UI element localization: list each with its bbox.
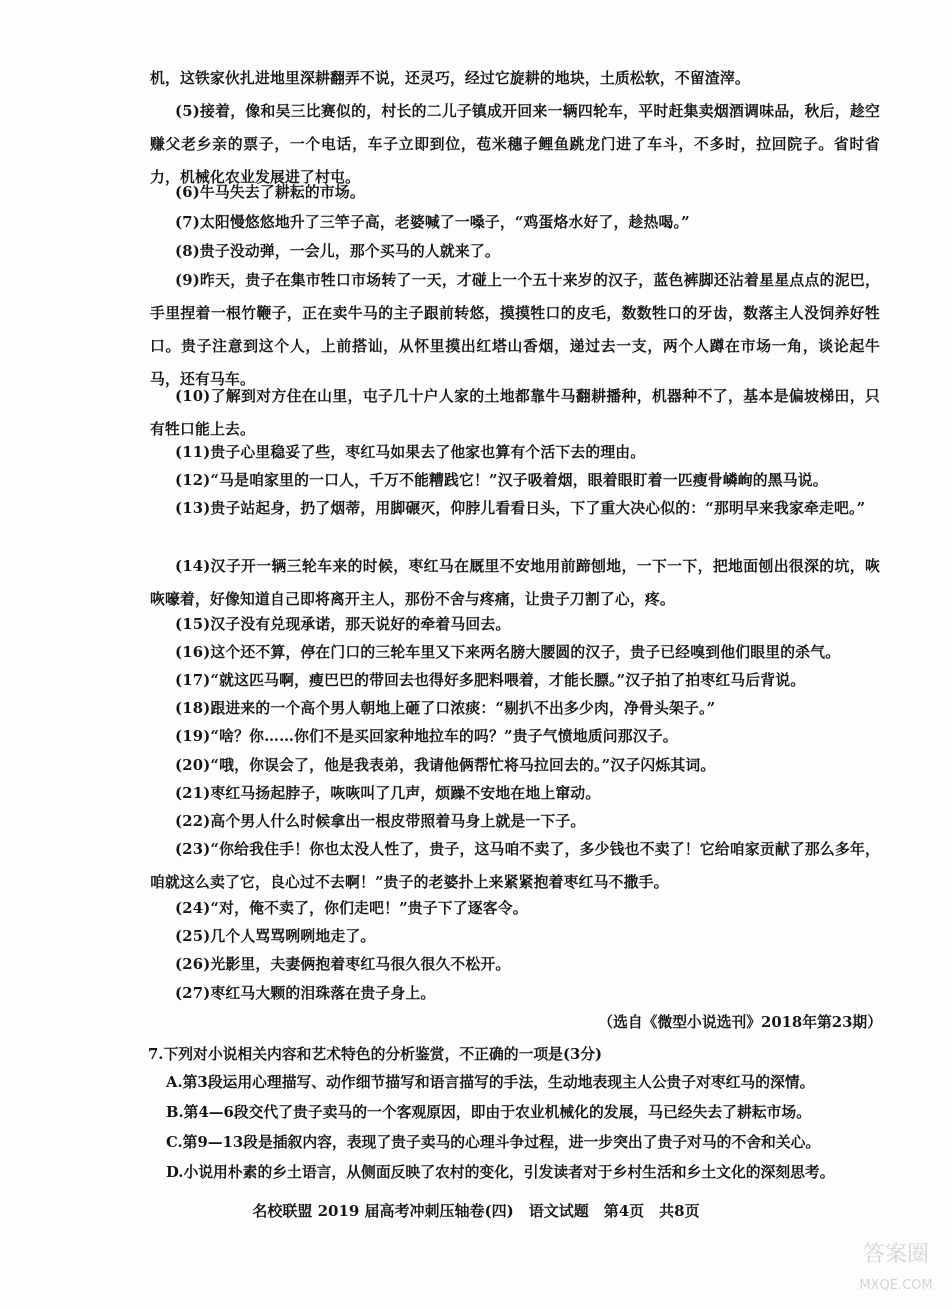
paragraph-12: (12)“马是咱家里的一口人，千万不能糟践它！”汉子吸着烟，眼着眼盯着一匹瘦骨嶙峋的黑马说。 xyxy=(175,472,828,489)
paragraph-20: (20)“哦，你误会了，他是我表弟，我请他俩帮忙将马拉回去的。”汉子闪烁其词。 xyxy=(175,757,716,774)
paragraph-24: (24)“对，俺不卖了，你们走吧！”贵子下了逐客令。 xyxy=(175,900,528,917)
watermark-text-2: MXQE.COM xyxy=(859,1278,933,1293)
paragraph-27: (27)枣红马大颗的泪珠落在贵子身上。 xyxy=(175,985,436,1002)
paragraph-14: (14)汉子开一辆三轮车来的时候，枣红马在厩里不安地用前蹄刨地，一下一下，把地面刨出很深的坑，咴咴嚎着，好像知道自己即将离开主人，那份不舍与疼痛，让贵子刀割了心，疼。 xyxy=(150,558,880,608)
option-c: C.第9—13段是插叙内容，表现了贵子卖马的心理斗争过程，进一步突出了贵子对马的不舍和关心。 xyxy=(166,1134,821,1151)
watermark-text-1: 答案圈 xyxy=(862,1242,930,1267)
paragraph-7: (7)太阳慢悠悠地升了三竿子高，老婆喊了一嗓子，“鸡蛋烙水好了，趁热喝。” xyxy=(175,214,690,231)
paragraph-9: (9)昨天，贵子在集市牲口市场转了一天，才碰上一个五十来岁的汉子，蓝色裤脚还沾着星星点点的泥巴，手里捏着一根竹鞭子，正在卖牛马的主子跟前转悠，摸摸牲口的皮毛，数数牲口的牙齿，数落主人没饲养好牲口。贵子注意到这个人，上前搭讪，从怀里摸出红塔山香烟，递过去一支，两个人蹲在市场一角，谈论起牛马，还有马车。 xyxy=(150,272,880,388)
paragraph-6: (6)牛马失去了耕耘的市场。 xyxy=(175,184,365,201)
paragraph-10: (10)了解到对方住在山里，屯子几十户人家的土地都靠牛马翻耕播种，机器种不了，基本是偏坡梯田，只有牲口能上去。 xyxy=(150,388,880,438)
paragraph-25: (25)几个人骂骂咧咧地走了。 xyxy=(175,928,376,945)
paragraph-18: (18)跟进来的一个高个男人朝地上砸了口浓痰：“剔扒不出多少肉，净骨头架子。” xyxy=(175,700,716,717)
paragraph-23: (23)“你给我住手！你也太没人性了，贵子，这马咱不卖了，多少钱也不卖了！它给咱家贡献了那么多年，咱就这么卖了它，良心过不去啊！”贵子的老婆扑上来紧紧抱着枣红马不撒手。 xyxy=(150,841,880,891)
option-b: B.第4—6段交代了贵子卖马的一个客观原因，即由于农业机械化的发展，马已经失去了耕耘市场。 xyxy=(166,1104,811,1121)
watermark-logo xyxy=(846,1223,946,1303)
paragraph-26: (26)光影里，夫妻俩抱着枣红马很久很久不松开。 xyxy=(175,956,511,973)
paragraph-15: (15)汉子没有兑现承诺，那天说好的牵着马回去。 xyxy=(175,616,511,633)
paragraph-16: (16)这个还不算，停在门口的三轮车里又下来两名膀大腰圆的汉子，贵子已经嗅到他们眼里的杀气。 xyxy=(175,644,841,661)
question-7-stem: 7.下列对小说相关内容和艺术特色的分析鉴赏，不正确的一项是(3分) xyxy=(148,1046,603,1063)
paragraph-8: (8)贵子没动弹，一会儿，那个买马的人就来了。 xyxy=(175,243,500,260)
option-d: D.小说用朴素的乡土语言，从侧面反映了农村的变化，引发读者对于乡村生活和乡土文化的深刻思考。 xyxy=(166,1164,835,1181)
paragraph-17: (17)“就这匹马啊，瘦巴巴的带回去也得好多肥料喂着，才能长膘。”汉子拍了拍枣红马后背说。 xyxy=(175,672,806,689)
paragraph-19: (19)“啥？你……你们不是买回家种地拉车的吗？”贵子气愤地质问那汉子。 xyxy=(175,728,678,745)
option-a: A.第3段运用心理描写、动作细节描写和语言描写的手法，生动地表现主人公贵子对枣红马的深情。 xyxy=(166,1074,815,1091)
paragraph-5: (5)接着，像和吴三比赛似的，村长的二儿子镇成开回来一辆四轮车，平时赶集卖烟酒调味品，秋后，趁空赚父老乡亲的票子，一个电话，车子立即到位，苞米穗子鲤鱼跳龙门进了车斗，不多时，拉回院子。省时省力，机械化农业发展进了村屯。 xyxy=(150,103,880,186)
paragraph-4-continued: 机，这铁家伙扎进地里深耕翻弄不说，还灵巧，经过它旋耕的地块，土质松软，不留渣滓。 xyxy=(150,70,750,87)
page-footer: 名校联盟 2019 届高考冲刺压轴卷(四) 语文试题 第4页 共8页 xyxy=(252,1202,700,1220)
paragraph-21: (21)枣红马扬起脖子，咴咴叫了几声，烦躁不安地在地上窜动。 xyxy=(175,785,601,802)
paragraph-13: (13)贵子站起身，扔了烟蒂，用脚碾灭，仰脖儿看看日头，下了重大决心似的：“那明早来我家牵走吧。” xyxy=(175,500,866,517)
source-citation: （选自《微型小说选刊》2018年第23期） xyxy=(598,1014,882,1031)
paragraph-11: (11)贵子心里稳妥了些，枣红马如果去了他家也算有个活下去的理由。 xyxy=(175,444,646,461)
paragraph-22: (22)高个男人什么时候拿出一根皮带照着马身上就是一下子。 xyxy=(175,813,586,830)
